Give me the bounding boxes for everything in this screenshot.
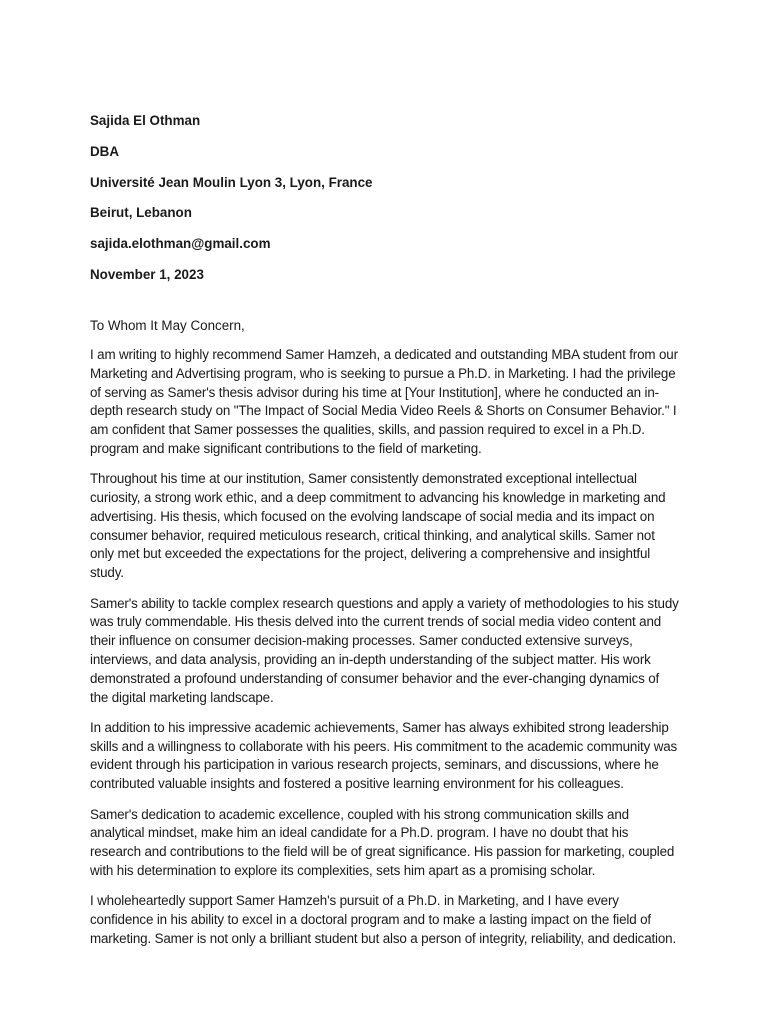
- body-paragraph: Samer's dedication to academic excellence, coupled with his strong communication skills and analytical mindset, make him an ideal candidate for a Ph.D. program. I have no doubt that his research and contributions to the field will be of great significance. His passion for marketing, coupled with his determination to explore its complexities, sets him apart as a promising scholar.: [90, 806, 675, 878]
- salutation: To Whom It May Concern,: [90, 317, 245, 333]
- letter-body: [90, 346, 680, 949]
- sender-institution: Université Jean Moulin Lyon 3, Lyon, France: [90, 174, 373, 190]
- sender-email: sajida.elothman@gmail.com: [90, 236, 271, 252]
- sender-location: Beirut, Lebanon: [90, 205, 192, 221]
- body-paragraph: In addition to his impressive academic achievements, Samer has always exhibited strong leadership skills and a willingness to collaborate with his peers. His commitment to the academic community was evident through his participation in various research projects, seminars, and discussions, where he contributed valuable insights and fostered a positive learning environment for his colleagues.: [90, 719, 678, 792]
- body-paragraph: I wholeheartedly support Samer Hamzeh's pursuit of a Ph.D. in Marketing, and I have every confidence in his ability to excel in a doctoral program and to make a lasting impact on the field of marketing. Samer is not only a brilliant student but also a person of integrity, reliability, and dedication.: [90, 893, 677, 946]
- sender-name: Sajida El Othman: [90, 113, 201, 128]
- recommendation-letter: [90, 112, 680, 960]
- body-paragraph: Throughout his time at our institution, Samer consistently demonstrated exceptional intellectual curiosity, a strong work ethic, and a deep commitment to advancing his knowledge in marketing and advertising. His thesis, which focused on the evolving landscape of social media and its impact on consumer behavior, required meticulous research, critical thinking, and analytical skills. Samer not only met but exceeded the expectations for the project, delivering a comprehensive and insightful study.: [90, 471, 666, 581]
- letter-date: November 1, 2023: [90, 266, 204, 282]
- body-paragraph: I am writing to highly recommend Samer Hamzeh, a dedicated and outstanding MBA student from our Marketing and Advertising program, who is seeking to pursue a Ph.D. in Marketing. I had the privilege of serving as Samer's thesis advisor during his time at [Your Institution], where he conducted an in-depth research study on "The Impact of Social Media Video Reels & Shorts on Consumer Behavior." I am confident that Samer possesses the qualities, skills, and passion required to excel in a Ph.D. program and make significant contributions to the field of marketing.: [90, 346, 678, 456]
- sender-block: [90, 112, 680, 284]
- sender-degree: DBA: [90, 143, 120, 159]
- body-paragraph: Samer's ability to tackle complex research questions and apply a variety of methodologies to his study was truly commendable. His thesis delved into the current trends of social media video content and their influence on consumer decision-making processes. Samer conducted extensive surveys, interviews, and data analysis, providing an in-depth understanding of the subject matter. His work demonstrated a profound understanding of consumer behavior and the ever-changing dynamics of the digital marketing landscape.: [90, 595, 679, 705]
